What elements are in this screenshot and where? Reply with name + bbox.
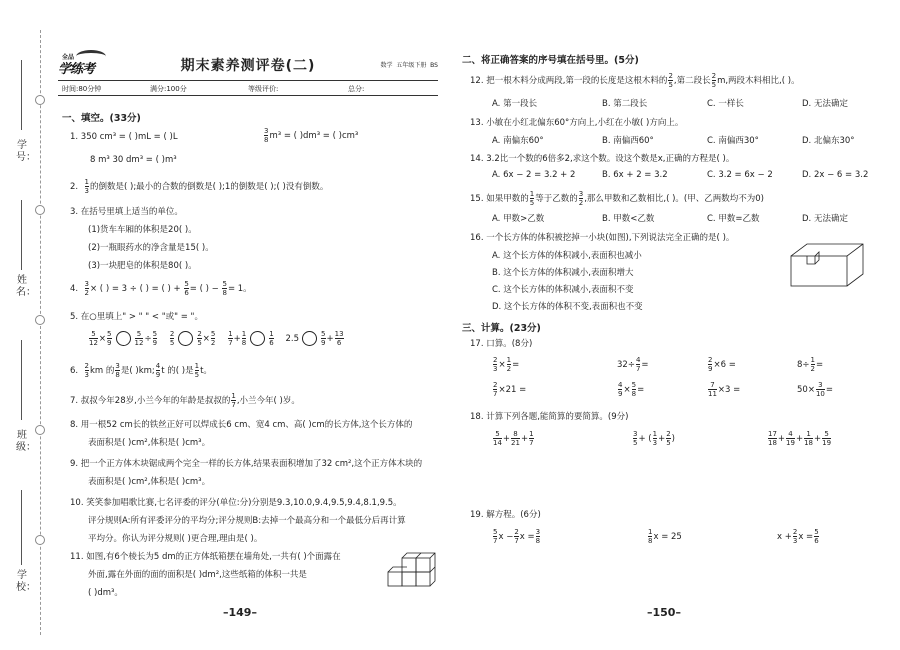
q17-item-1: $\frac{2}{3}$ × $\frac{1}{2}$ =: [493, 356, 520, 373]
q19-item-2: $\frac{1}{8}$ x = 25: [648, 528, 682, 545]
q15-option-c: C. 甲数=乙数: [707, 214, 760, 224]
question-11: 11. 如图,有6个棱长为5 dm的正方体纸箱摆在墙角处,一共有( )个面露在: [70, 552, 341, 562]
binding-hole: [35, 315, 45, 325]
question-1c: 8 m³ 30 dm³ = ( )m³: [90, 155, 177, 165]
question-12: 12. 把一根木料分成两段,第一段的长度是这根木料的 $\frac{2}{5}$ ,第二段长 $\frac{2}{5}$ m,两段木料相比,( )。: [470, 72, 800, 89]
question-13: 13. 小敏在小红北偏东60°方向上,小红在小敏( )方向上。: [470, 118, 684, 128]
right-page: [462, 0, 882, 650]
q17-item-7: $\frac{7}{11}$ ×3 =: [708, 381, 741, 398]
page-number-149: –149–: [223, 606, 257, 619]
q14-option-d: D. 2x − 6 = 3.2: [802, 170, 869, 180]
q13-option-d: D. 北偏东30°: [802, 136, 855, 146]
question-3-2: (2)一瓶眼药水的净含量是15( )。: [88, 243, 214, 253]
class-label: 班 级：: [16, 430, 36, 453]
question-9: 9. 把一个正方体木块锯成两个完全一样的长方体,结果表面积增加了32 cm²,这个正方体木块的: [70, 459, 423, 469]
question-8b: 表面积是( )cm²,体积是( )cm³。: [88, 438, 211, 448]
question-16: 16. 一个长方体的体积被挖掉一小块(如图),下列说法完全正确的是( )。: [470, 233, 735, 243]
q17-item-4: 8÷ $\frac{1}{2}$ =: [797, 356, 824, 373]
q12-option-d: D. 无法确定: [802, 99, 848, 109]
school-label: 学 校：: [16, 570, 36, 593]
q18-item-2: $\frac{3}{5}$ + ( $\frac{1}{3}$ + $\frac{2}{5}$ ): [633, 430, 675, 447]
question-9b: 表面积是( )cm²,体积是( )cm³。: [88, 477, 211, 487]
question-8: 8. 用一根52 cm长的铁丝正好可以焊成长6 cm、宽4 cm、高( )cm的长方体,这个长方体的: [70, 420, 413, 430]
q14-option-a: A. 6x − 2 = 3.2 + 2: [492, 170, 576, 180]
question-19: 19. 解方程。(6分): [470, 510, 541, 520]
binding-hole: [35, 425, 45, 435]
q17-item-8: 50× $\frac{3}{10}$ =: [797, 381, 833, 398]
question-10c: 平均分。你认为评分规则( )更合理,理由是( )。: [88, 534, 263, 544]
q12-option-b: B. 第二段长: [602, 99, 648, 109]
question-14: 14. 3.2比一个数的6倍多2,求这个数。设这个数是x,正确的方程是( )。: [470, 154, 735, 164]
full-score-info: 满分:100分: [150, 85, 187, 93]
question-3-3: (3)一块肥皂的体积是80( )。: [88, 261, 197, 271]
binding-hole: [35, 535, 45, 545]
q18-item-1: $\frac{5}{14}$ + $\frac{8}{21}$ + $\frac{1}{7}$: [493, 430, 534, 447]
q18-item-3: $\frac{17}{18}$ + $\frac{4}{19}$ + $\frac{1}{18}$ + $\frac{5}{19}$: [768, 430, 832, 447]
q19-item-1: $\frac{5}{7}$ x − $\frac{2}{7}$ x = $\frac{3}{8}$: [493, 528, 541, 545]
question-3: 3. 在括号里填上适当的单位。: [70, 207, 183, 217]
q17-item-3: $\frac{2}{9}$ ×6 =: [708, 356, 736, 373]
q12-option-c: C. 一样长: [707, 99, 744, 109]
student-id-label: 学 号：: [16, 140, 36, 163]
question-11b: 外面,露在外面的面的面积是( )dm²,这些纸箱的体积一共是: [88, 570, 307, 580]
q15-option-a: A. 甲数>乙数: [492, 214, 545, 224]
question-4: 4. $\frac{3}{2}$ × ( ) = 3 ÷ ( ) = ( ) + $\frac{5}{6}$ = ( ) − $\frac{5}{8}$ = 1。: [70, 280, 252, 297]
brand-logo: 全品 学练考: [58, 52, 118, 74]
question-18: 18. 计算下列各题,能简算的要简算。(9分): [470, 412, 629, 422]
exam-subinfo: 数学 五年级下册 BS: [380, 62, 438, 69]
class-line: [21, 340, 22, 420]
student-id-line: [21, 60, 22, 130]
q19-item-3: x + $\frac{2}{3}$ x = $\frac{5}{6}$: [777, 528, 819, 545]
question-15: 15. 如果甲数的 $\frac{1}{5}$ 等于乙数的 $\frac{3}{2}$ ,那么甲数和乙数相比,( )。(甲、乙两数均不为0): [470, 190, 764, 207]
rating-info: 等级评价:: [248, 85, 279, 93]
time-info: 时间:80分钟: [62, 85, 102, 93]
page-number-150: –150–: [647, 606, 681, 619]
q17-item-5: $\frac{2}{7}$ ×21 =: [493, 381, 527, 398]
q15-option-d: D. 无法确定: [802, 214, 848, 224]
question-7: 7. 叔叔今年28岁,小兰今年的年龄是叔叔的 $\frac{1}{7}$ ,小兰今年( )岁。: [70, 392, 300, 409]
q13-option-c: C. 南偏西30°: [707, 136, 759, 146]
exam-title: 期末素养测评卷(二): [180, 58, 316, 74]
section-1-title: 一、填空。(33分): [62, 113, 141, 124]
left-page: [58, 0, 438, 650]
q16-option-c: C. 这个长方体的体积减小,表面积不变: [492, 285, 634, 295]
name-label: 姓 名：: [16, 275, 36, 298]
q16-option-d: D. 这个长方体的体积不变,表面积也不变: [492, 302, 643, 312]
question-3-1: (1)货车车厢的体积是20( )。: [88, 225, 197, 235]
cuboid-figure: [787, 240, 867, 290]
question-2: 2. $\frac{1}{3}$ 的倒数是( );最小的合数的倒数是( );1的倒数是( );( )没有倒数。: [70, 178, 329, 195]
name-line: [21, 200, 22, 270]
total-info: 总分:: [348, 85, 365, 93]
question-5-comparisons: $\frac{5}{12}$ × $\frac{5}{9}$ $\frac{5}{12}$ ÷ $\frac{5}{9}$ $\frac{2}{5}$ $\frac{2}{5}$ × $\frac{5}{2}$ $\frac{1}{7}$ + $\frac{1}{8}$ $\frac{1}{6}$ 2.5 $\frac{5}{9}$ + $\frac{13}{6}$: [89, 330, 344, 347]
q13-option-b: B. 南偏西60°: [602, 136, 654, 146]
school-line: [21, 490, 22, 565]
section-2-title: 二、将正确答案的序号填在括号里。(5分): [462, 55, 639, 66]
q14-option-b: B. 6x + 2 = 3.2: [602, 170, 668, 180]
question-10b: 评分规则A:所有评委评分的平均分;评分规则B:去掉一个最高分和一个最低分后再计算: [88, 516, 406, 526]
binding-hole: [35, 95, 45, 105]
section-3-title: 三、计算。(23分): [462, 323, 541, 334]
info-bar: [58, 80, 438, 96]
question-11c: ( )dm³。: [88, 588, 123, 598]
q12-option-a: A. 第一段长: [492, 99, 538, 109]
question-17: 17. 口算。(8分): [470, 339, 533, 349]
q17-item-2: 32÷ $\frac{4}{7}$ =: [617, 356, 649, 373]
q16-option-a: A. 这个长方体的体积减小,表面积也减小: [492, 251, 642, 261]
question-5: 5. 在○里填上" > " " < "或" = "。: [70, 312, 203, 322]
q14-option-c: C. 3.2 = 6x − 2: [707, 170, 773, 180]
question-10: 10. 笑笑参加唱歌比赛,七名评委的评分(单位:分)分别是9.3,10.0,9.4,9.5,9.4,8.1,9.5。: [70, 498, 402, 508]
q16-option-b: B. 这个长方体的体积减小,表面积增大: [492, 268, 634, 278]
binding-margin: [0, 0, 56, 650]
q13-option-a: A. 南偏东60°: [492, 136, 544, 146]
binding-hole: [35, 205, 45, 215]
stacked-boxes-figure: [386, 548, 436, 590]
question-6: 6. $\frac{2}{3}$ km 的 $\frac{3}{8}$ 是( )km; $\frac{4}{9}$ t 的( )是 $\frac{1}{5}$ t。: [70, 362, 212, 379]
q17-item-6: $\frac{4}{9}$ × $\frac{5}{8}$ =: [618, 381, 645, 398]
question-1a: 1. 350 cm³ = ( )mL = ( )L: [70, 132, 178, 142]
question-1b: $\frac{3}{8}$ m³ = ( )dm³ = ( )cm³: [264, 127, 359, 144]
q15-option-b: B. 甲数<乙数: [602, 214, 655, 224]
